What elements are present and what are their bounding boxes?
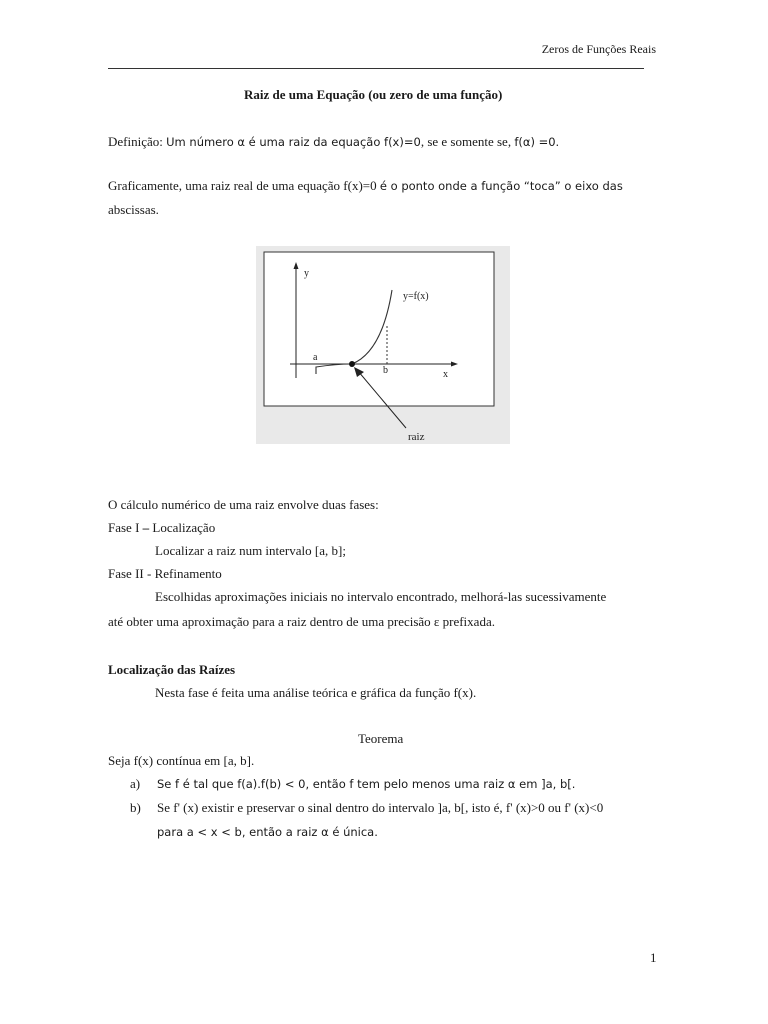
phase2-description-line1: Escolhidas aproximações iniciais no intervalo encontrado, melhorá-las sucessivamente <box>155 589 607 604</box>
page-number: 1 <box>650 950 657 965</box>
theorem-item-b-marker: b) <box>130 800 141 815</box>
phase2-description-line2: até obter uma aproximação para a raiz dentro de uma precisão ε prefixada. <box>108 614 495 629</box>
graphic-paragraph-line1 <box>108 178 623 194</box>
theorem-item-a-text <box>157 776 575 792</box>
phase2-title: Fase II - Refinamento <box>108 566 222 581</box>
theorem-item-b-body: para a < x < b, então a raiz α é única. <box>157 825 378 839</box>
root-label: raiz <box>408 431 425 443</box>
definition-text-b: , se e somente se, <box>420 134 512 149</box>
figure-frame <box>264 252 494 406</box>
a-label: a <box>313 352 318 363</box>
section-title: Raiz de uma Equação (ou zero de uma função) <box>244 87 503 102</box>
phase1-title <box>108 520 215 536</box>
localization-heading: Localização das Raízes <box>108 662 236 677</box>
theorem-item-b-line2 <box>157 824 378 840</box>
x-axis-label: x <box>443 369 448 380</box>
theorem-item-a-body: Se f é tal que f(a).f(b) < 0, então f tem pelo menos uma raiz α em ]a, b[. <box>157 777 576 791</box>
definition-paragraph <box>108 134 559 150</box>
definition-text-a: Um número α é uma raiz da equação f(x)=0 <box>166 135 421 149</box>
phases-intro: O cálculo numérico de uma raiz envolve duas fases: <box>108 497 379 512</box>
graphic-paragraph-line2: abscissas. <box>108 202 159 217</box>
phase1-title-a: Fase I <box>108 520 143 535</box>
definition-text-c: f(α) =0. <box>514 135 560 149</box>
theorem-item-b-line1: Se f' (x) existir e preservar o sinal dentro do intervalo ]a, b[, isto é, f' (x)>0 ou f' (x)<0 <box>157 800 604 815</box>
localization-text: Nesta fase é feita uma análise teórica e gráfica da função f(x). <box>155 685 477 700</box>
theorem-premise: Seja f(x) contínua em [a, b]. <box>108 753 255 768</box>
theorem-item-a-marker: a) <box>130 776 141 791</box>
theorem-title: Teorema <box>358 731 404 746</box>
y-axis-label: y <box>304 268 309 279</box>
definition-lead: Definição: <box>108 134 163 149</box>
header-rule <box>108 68 644 69</box>
phase1-description: Localizar a raiz num intervalo [a, b]; <box>155 543 346 558</box>
curve-label: y=f(x) <box>403 291 429 302</box>
running-header: Zeros de Funções Reais <box>541 42 656 56</box>
phase1-title-b: Localização <box>149 520 216 535</box>
phase1-dash: – <box>142 520 150 535</box>
graphic-line1-b: é o ponto onde a função “toca” o eixo das <box>379 179 623 193</box>
root-figure <box>256 246 510 444</box>
root-point <box>349 361 355 367</box>
b-label: b <box>383 365 388 376</box>
graphic-line1-a: Graficamente, uma raiz real de uma equação f(x)=0 <box>108 178 377 193</box>
